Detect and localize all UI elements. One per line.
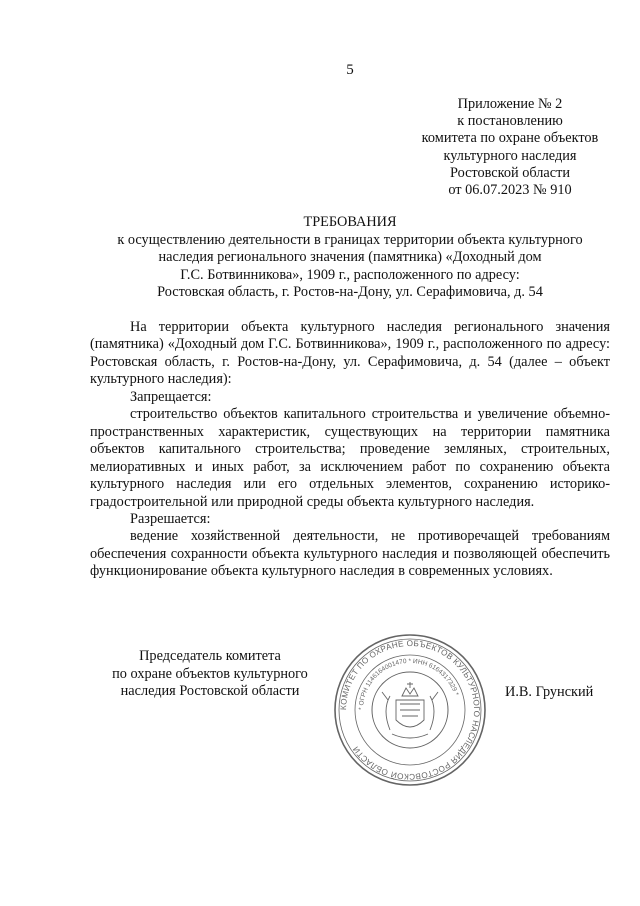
position-line: по охране объектов культурного: [112, 665, 308, 682]
annex-line: Ростовской области: [449, 164, 571, 181]
position-line: Председатель комитета: [139, 648, 281, 664]
document-title: [40, 214, 640, 302]
seal-inner-textpath: * ОГРН 1146164001470 * ИНН 6164317329 *: [357, 657, 460, 711]
page-number: 5: [346, 62, 354, 78]
annex-line: к постановлению: [457, 113, 563, 130]
intro-paragraph: На территории объекта культурного наследия регионального значения (памятника) «Доходный дом Г.С. Ботвинникова», 1909 г., расположенного по адресу: Ростовская область, г. Ростов-на-Дону, ул. Серафимовича, д. 54 (далее – объект культурного наследия):: [90, 319, 610, 388]
seal-outer-textpath: КОМИТЕТ ПО ОХРАНЕ ОБЪЕКТОВ КУЛЬТУРНОГО НАСЛЕДИЯ РОСТОВСКОЙ ОБЛАСТИ: [338, 638, 482, 782]
signatory-position: [90, 648, 330, 701]
annex-line: Приложение № 2: [457, 96, 563, 112]
allowed-paragraph: ведение хозяйственной деятельности, не противоречащей требованиям обеспечения сохранности объекта культурного наследия и позволяющей обеспечить функционирование объекта культурного наследия в современных условиях.: [90, 528, 610, 580]
title-line: Ростовская область, г. Ростов-на-Дону, ул. Серафимовича, д. 54: [157, 284, 543, 301]
title-line: к осуществлению деятельности в границах территории объекта культурного: [117, 231, 583, 248]
prohibited-paragraph: строительство объектов капитального строительства и увеличение объемно-пространственных характеристик, существующих на территории памятника объектов капитального строительства; проведение земляных, строительных, мелиоративных и иных работ, за исключением работ по сохранению объекта культурного наследия или его отдельных элементов, сохранению историко-градостроительной или природной среды объекта культурного наследия.: [90, 406, 610, 510]
title-heading: ТРЕБОВАНИЯ: [303, 214, 397, 230]
title-line: Г.С. Ботвинникова», 1909 г., расположенного по адресу:: [180, 266, 520, 283]
annex-line: культурного наследия: [443, 147, 577, 164]
annex-block: [390, 96, 630, 199]
allowed-heading: Разрешается:: [130, 510, 211, 527]
official-seal-icon: [330, 630, 490, 790]
annex-line: от 06.07.2023 № 910: [448, 182, 572, 199]
signatory-name: И.В. Грунский: [505, 684, 594, 700]
position-line: наследия Ростовской области: [120, 683, 300, 700]
document-body: [90, 319, 610, 581]
prohibited-heading: Запрещается:: [130, 388, 212, 405]
title-line: наследия регионального значения (памятника) «Доходный дом: [158, 249, 542, 266]
annex-line: комитета по охране объектов: [421, 130, 599, 147]
coat-of-arms-icon: [382, 682, 438, 738]
